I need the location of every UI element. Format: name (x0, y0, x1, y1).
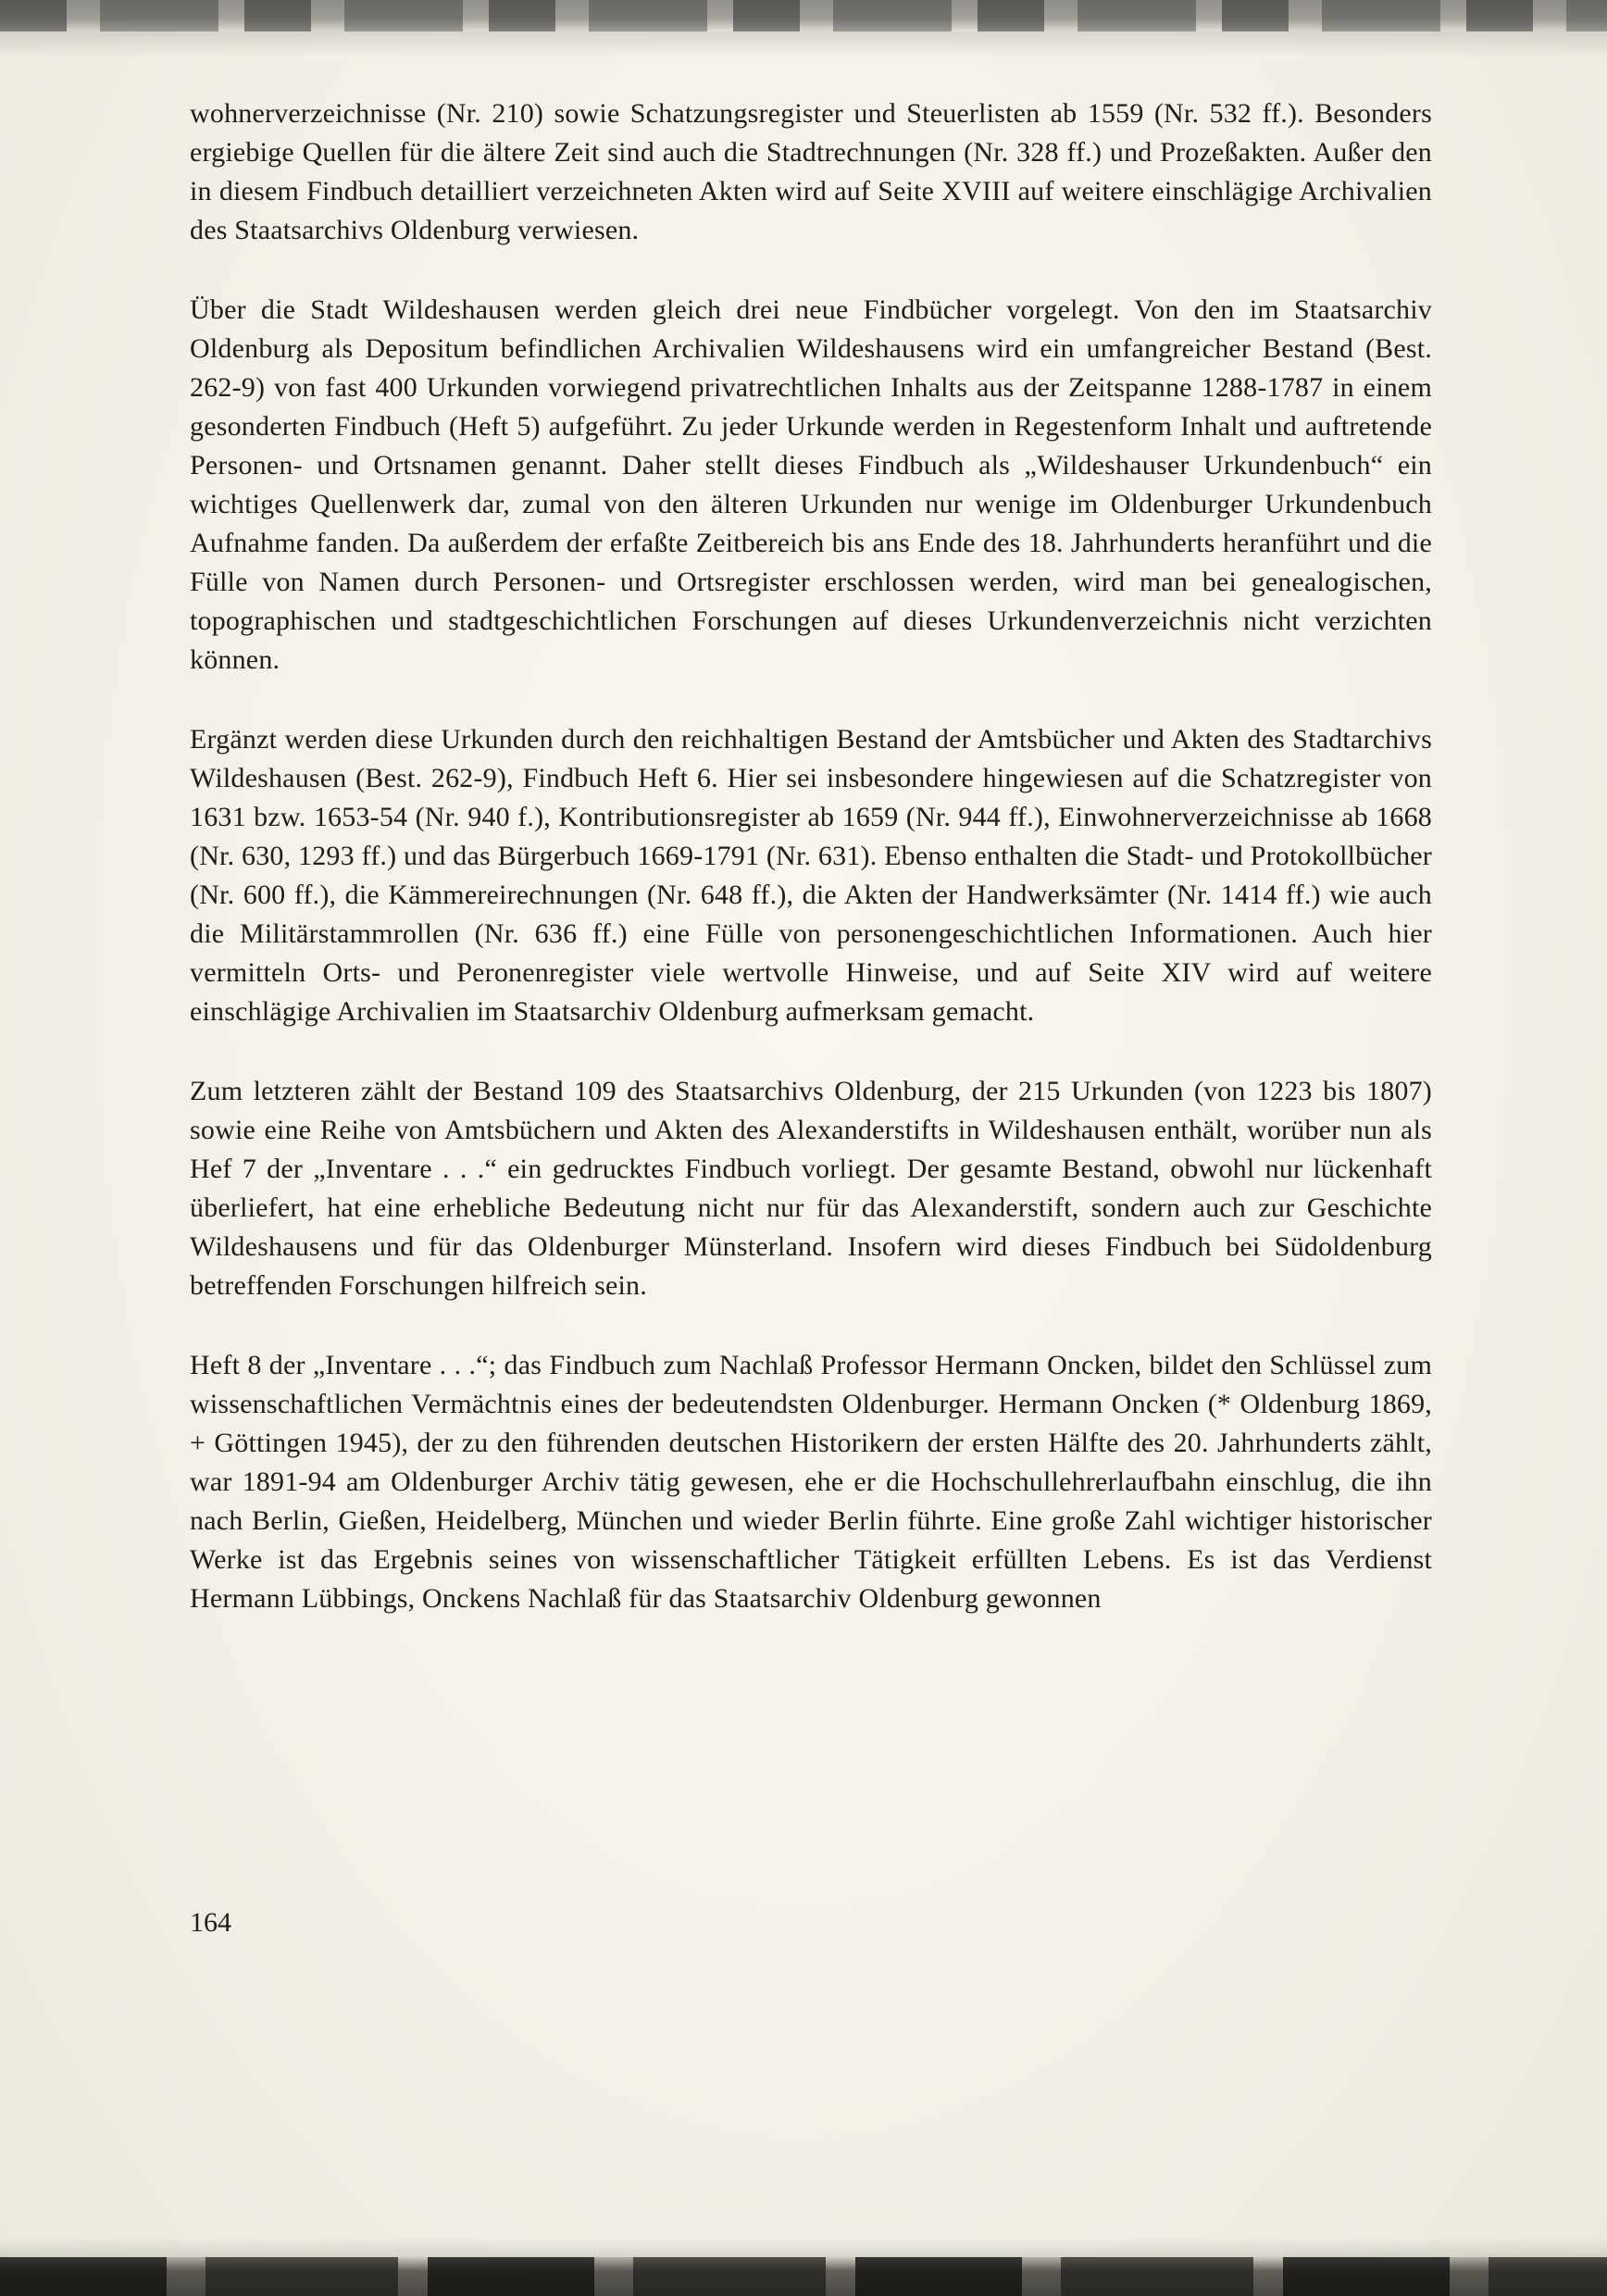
scan-artifact-top-fade (0, 31, 1607, 57)
paragraph-2: Über die Stadt Wildeshausen werden gleich drei neue Findbücher vorgelegt. Von den im Staatsarchiv Oldenburg als Depositum befindlichen Archivalien Wildeshausens wird ein umfangreicher Bestand (Best. 262-9) von fast 400 Urkunden vorwiegend privatrechtlichen Inhalts aus der Zeitspanne 1288-1787 in einem gesonderten Findbuch (Heft 5) aufgeführt. Zu jeder Urkunde werden in Regestenform Inhalt und auftretende Personen- und Ortsnamen genannt. Daher stellt dieses Findbuch als „Wildeshauser Urkundenbuch“ ein wichtiges Quellenwerk dar, zumal von den älteren Urkunden nur wenige im Oldenburger Urkundenbuch Aufnahme fanden. Da außerdem der erfaßte Zeitbereich bis ans Ende des 18. Jahrhunderts heranführt und die Fülle von Namen durch Personen- und Ortsregister erschlossen werden, wird man bei genealogischen, topographischen und stadtgeschichtlichen Forschungen auf dieses Urkundenverzeichnis nicht verzichten können. (190, 294, 1432, 675)
scan-artifact-bottom-fade (0, 2237, 1607, 2257)
page-text-block (190, 94, 1432, 1618)
paragraph-4: Zum letzteren zählt der Bestand 109 des Staatsarchivs Oldenburg, der 215 Urkunden (von 1223 bis 1807) sowie eine Reihe von Amtsbüchern und Akten des Alexanderstifts in Wildeshausen enthält, worüber nun als Hef 7 der „Inventare . . .“ ein gedrucktes Findbuch vorliegt. Der gesamte Bestand, obwohl nur lückenhaft überliefert, hat eine erhebliche Bedeutung nicht nur für das Alexanderstift, sondern auch zur Geschichte Wildeshausens und für das Oldenburger Münsterland. Insofern wird dieses Findbuch bei Südoldenburg betreffenden Forschungen hilfreich sein. (190, 1076, 1432, 1301)
scan-artifact-bottom-edge (0, 2257, 1607, 2296)
paragraph-5: Heft 8 der „Inventare . . .“; das Findbuch zum Nachlaß Professor Hermann Oncken, bildet den Schlüssel zum wissenschaftlichen Vermächtnis eines der bedeutendsten Oldenburger. Hermann Oncken (* Oldenburg 1869, + Göttingen 1945), der zu den führenden deutschen Historikern der ersten Hälfte des 20. Jahrhunderts zählt, war 1891-94 am Oldenburger Archiv tätig gewesen, ehe er die Hochschullehrerlaufbahn einschlug, die ihn nach Berlin, Gießen, Heidelberg, München und wieder Berlin führte. Eine große Zahl wichtiger historischer Werke ist das Ergebnis seines von wissenschaftlicher Tätigkeit erfüllten Lebens. Es ist das Verdienst Hermann Lübbings, Onckens Nachlaß für das Staatsarchiv Oldenburg gewonnen (190, 1350, 1432, 1614)
paragraph-3: Ergänzt werden diese Urkunden durch den reichhaltigen Bestand der Amtsbücher und Akten des Stadtarchivs Wildeshausen (Best. 262-9), Findbuch Heft 6. Hier sei insbesondere hingewiesen auf die Schatzregister von 1631 bzw. 1653-54 (Nr. 940 f.), Kontributionsregister ab 1659 (Nr. 944 ff.), Einwohnerverzeichnisse ab 1668 (Nr. 630, 1293 ff.) und das Bürgerbuch 1669-1791 (Nr. 631). Ebenso enthalten die Stadt- und Protokollbücher (Nr. 600 ff.), die Kämmereirechnungen (Nr. 648 ff.), die Akten der Handwerksämter (Nr. 1414 ff.) wie auch die Militärstammrollen (Nr. 636 ff.) eine Fülle von personengeschichtlichen Informationen. Auch hier vermitteln Orts- und Peronenregister viele wertvolle Hinweise, und auf Seite XIV wird auf weitere einschlägige Archivalien im Staatsarchiv Oldenburg aufmerksam gemacht. (190, 724, 1432, 1027)
paragraph-1: wohnerverzeichnisse (Nr. 210) sowie Schatzungsregister und Steuerlisten ab 1559 (Nr. 532 ff.). Besonders ergiebige Quellen für die ältere Zeit sind auch die Stadtrechnungen (Nr. 328 ff.) und Prozeßakten. Außer den in diesem Findbuch detailliert verzeichneten Akten wird auf Seite XVIII auf weitere einschlägige Archivalien des Staatsarchivs Oldenburg verwiesen. (190, 98, 1432, 245)
page-number: 164 (190, 1907, 231, 1938)
scan-artifact-top-edge (0, 0, 1607, 31)
